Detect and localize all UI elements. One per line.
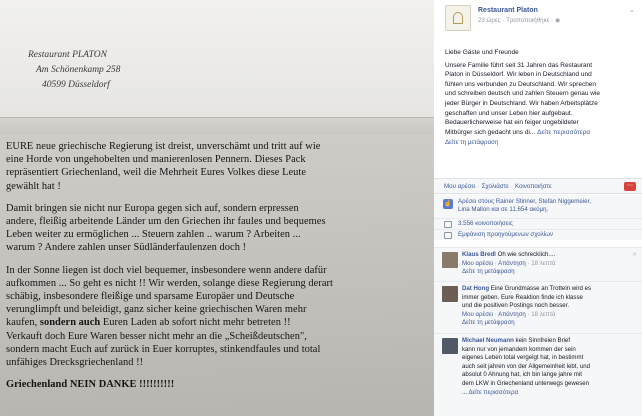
- likes-count-link[interactable]: Lina Mallon και σε 11.654 ακόμη.: [458, 206, 549, 214]
- comment-like-link[interactable]: Μου αρέσει: [462, 310, 494, 318]
- letter-closing-paragraph: [6, 378, 430, 391]
- comment-text: ...: [462, 388, 468, 396]
- shares-row[interactable]: [434, 218, 642, 229]
- options-badge-icon[interactable]: ⋯: [624, 182, 636, 191]
- address-line: 40599 Düsseldorf: [42, 80, 110, 90]
- comment-bubble-icon: [444, 232, 452, 239]
- post-line-text: Mitbürger sich gedacht uns di...: [445, 128, 536, 136]
- comment: [434, 281, 642, 333]
- comment-line: [462, 251, 636, 260]
- post-time[interactable]: 23 ώρες · Τροποποιήθηκε ·: [478, 17, 555, 24]
- globe-icon: ◉: [554, 17, 561, 24]
- letter-paragraph: [6, 264, 430, 370]
- comment-reply-link[interactable]: Απάντηση: [498, 259, 526, 267]
- comment-line: dem LKW in Griechenland unterwegs gewesen: [462, 379, 590, 387]
- post-line: geschaffen und unser Leben hier aufgebaut.: [445, 109, 573, 117]
- post-body: [434, 40, 642, 137]
- commenter-name[interactable]: Michael Neumann: [462, 337, 514, 344]
- letter-line: In der Sonne liegen ist doch viel bequemer, insbesondere wenn andere dafür: [6, 264, 327, 276]
- comment-line: absolut 0 Ahnung hat, ich bin lange jahre mit: [462, 371, 582, 379]
- post-line: Bedauerlicherweise hat ein feiger ungebildeter: [445, 119, 579, 127]
- post-line: und schreiben deutsch und zahlen Steuern genau wie: [445, 90, 601, 98]
- likes-line[interactable]: Αρέσει στους Rainer Stinner, Stefan Niggemeier,: [458, 198, 592, 205]
- letter-line: Damit bringen sie nicht nur Europa gegen sich auf, sondern erpressen: [6, 202, 299, 214]
- letter-line: EURE neue griechische Regierung ist dreist, unverschämt und tritt auf wie: [6, 141, 321, 152]
- letter-line: warum ? Andere zahlen unser Südländerfaulenzen doch !: [6, 242, 247, 254]
- letter-line: gewählt hat !: [6, 180, 61, 192]
- letter-line: verunglimpft und beleidigt, ganz sicher keine griechischen Waren mehr: [6, 304, 307, 316]
- letter-line: andere, fleißig arbeitende Länder um den Griechen ihr faules und bequemes: [6, 216, 326, 228]
- letter-line: sondern macht Euch auf zurück in Euer korruptes, stinkendfaules und total: [6, 343, 321, 355]
- paper-fold: [0, 118, 434, 134]
- letter-text: [6, 140, 430, 400]
- chevron-down-icon[interactable]: ⌄: [629, 7, 635, 14]
- comment-line: eigenes Leben total vergeigt hat, in bestimmt: [462, 354, 584, 362]
- likes-summary: [434, 195, 642, 219]
- letter-bold-phrase: sondern auch: [39, 317, 101, 329]
- letter-line: Verkauft doch Eure Waren besser nicht mehr an die „Scheißdeutschen",: [6, 330, 307, 342]
- commenter-avatar[interactable]: [442, 338, 458, 354]
- post-meta: [478, 17, 560, 24]
- comment-line: auch seit jahren von der Allgemeinheit lebt, und: [462, 362, 591, 370]
- letter-line: Leben weiter zu ermöglichen ... Steuern zahlen .. warum ? Arbeiten ...: [6, 229, 301, 241]
- letter-paragraph: [6, 140, 430, 193]
- comment: [434, 247, 642, 281]
- see-translation-link[interactable]: Δείτε τη μετάφραση: [445, 139, 499, 147]
- comment-line: kann nur von jemandem kommen der sein: [462, 345, 576, 353]
- previous-comments-row[interactable]: [434, 229, 642, 240]
- comment-time[interactable]: 18 λεπτά: [531, 259, 556, 267]
- thumbs-up-icon: ☝: [444, 201, 452, 207]
- comment-translate-link[interactable]: Δείτε τη μετάφραση: [462, 319, 515, 327]
- like-button[interactable]: Μου αρέσει: [444, 182, 476, 190]
- post-line: Unsere Familie führt seit 31 Jahren das Restaurant: [445, 61, 593, 69]
- share-icon: [444, 221, 452, 228]
- separator: ·: [477, 182, 480, 190]
- see-more-link[interactable]: Δείτε περισσότερα: [537, 128, 591, 136]
- share-button[interactable]: Κοινοποιήστε: [514, 182, 552, 190]
- previous-comments-link[interactable]: Εμφάνιση προηγούμενων σχολίων: [458, 231, 553, 238]
- address-line: Am Schönenkamp 258: [36, 65, 121, 75]
- comment-text: Eine Grundmasse an Trotteln wird es: [490, 285, 592, 292]
- comment-line: [462, 389, 636, 398]
- likes-line: [458, 206, 634, 214]
- post-header: [434, 0, 642, 40]
- commenter-avatar[interactable]: [442, 286, 458, 302]
- see-more-link[interactable]: Δείτε περισσότερα: [468, 388, 519, 396]
- post-line: jeder Bürger in Deutschland. Wir haben Arbeitsplätze: [445, 99, 598, 107]
- comment-translate-link[interactable]: Δείτε τη μετάφραση: [462, 268, 515, 276]
- page-name-link[interactable]: Restaurant Platon: [478, 7, 538, 14]
- comment: [434, 333, 642, 416]
- letter-line: eine Horde von ungehobelten und manierenlosen Pennern. Dieses Pack: [6, 154, 306, 166]
- comment-meta: Μου αρέσει · Απάντηση · 18 λεπτά: [462, 259, 556, 267]
- post-greeting: Liebe Gäste und Freunde: [445, 49, 519, 56]
- shares-count[interactable]: 3.556 κοινοποιήσεις: [458, 220, 513, 227]
- commenter-avatar[interactable]: [442, 252, 458, 268]
- comment-button[interactable]: Σχολιάστε: [481, 182, 509, 190]
- comment-text: kein Sinnfreien Brief: [515, 337, 571, 344]
- address-line: Restaurant PLATON: [28, 50, 107, 60]
- comment-line: immer geben. Eure Reaktion finde ich klasse: [462, 293, 583, 301]
- post-line: fühlen uns verbunden zu Deutschland. Wir sprechen: [445, 80, 597, 88]
- facebook-post-panel: [434, 0, 642, 416]
- comment-time[interactable]: 18 λεπτά: [531, 310, 556, 318]
- comment-reply-link[interactable]: Απάντηση: [498, 310, 526, 318]
- separator: ·: [510, 182, 513, 190]
- commenter-name[interactable]: Dat Hong: [462, 285, 490, 292]
- letter-line: repräsentiert Griechenland, weil die Mehrheit Eures Volkes diese Leute: [6, 167, 307, 179]
- page-avatar[interactable]: [445, 5, 471, 31]
- comment-line: [462, 337, 636, 346]
- letter-closing: Griechenland NEIN DANKE !!!!!!!!!!: [6, 379, 175, 391]
- close-icon[interactable]: ✕: [631, 252, 637, 258]
- letter-line: kaufen, sondern auch Euren Laden ab sofort nicht mehr betreten !!: [6, 317, 291, 329]
- comment-like-link[interactable]: Μου αρέσει: [462, 259, 494, 267]
- commenter-name[interactable]: Klaus Bredl: [462, 251, 496, 258]
- letter-line: aufkommen ... So geht es nicht !! Wir werden, solange diese Regierung derart: [6, 277, 333, 289]
- comment-line: und die positiven Postings noch besser.: [462, 302, 570, 310]
- comment-meta: Μου αρέσει · Απάντηση · 18 λεπτά: [462, 310, 556, 318]
- post-line: [445, 128, 632, 138]
- restaurant-logo-icon: [453, 12, 463, 24]
- letter-line: schäbig, insbesondere fleißige und sparsame Europäer und Deutsche: [6, 291, 295, 303]
- letter-paragraph: [6, 202, 430, 255]
- comment-text: Oh wie schrecklich....: [497, 251, 556, 258]
- letter-address: [28, 48, 120, 93]
- post-line: Platon in Düsseldorf. Wir leben in Deutschland und: [445, 71, 592, 79]
- letter-line: unfähiges Drecksgriechenland !!: [6, 357, 144, 369]
- comment-line: [462, 285, 636, 294]
- post-action-bar: [434, 178, 642, 194]
